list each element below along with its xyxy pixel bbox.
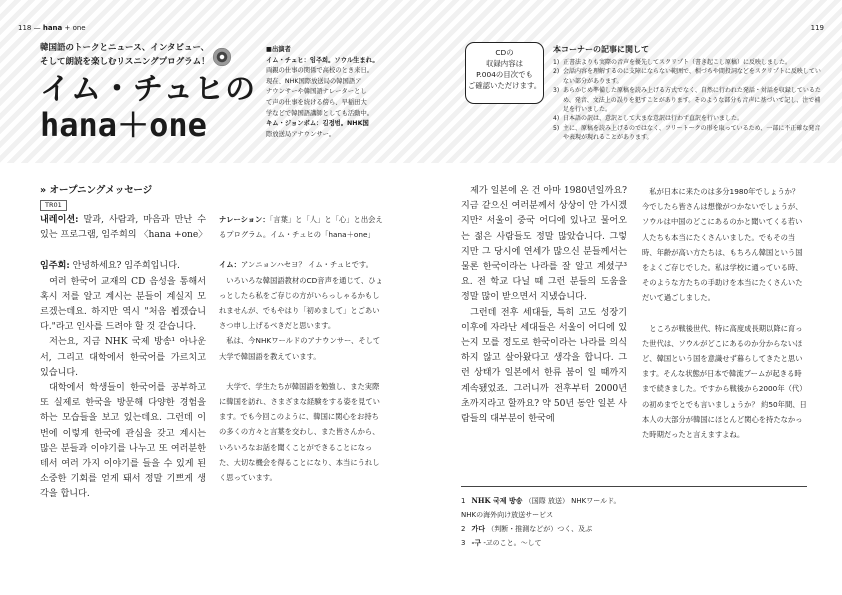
paragraph: 저는요, 지금 NHK 국제 방송¹ 아나운서, 그리고 대학에서 한국어를 가르치고 있습니다.	[40, 337, 206, 378]
title-japanese: イム・チュヒの	[40, 72, 257, 107]
paragraph: 私は、今NHKワールドのアナウンサー、そして大学で韓国語を教えています。	[219, 336, 381, 361]
paragraph: 내레이션: 말과, 사람과, 마음과 만난 수 있는 프로그램, 임주희의 〈hana +one〉	[40, 214, 208, 241]
column-japanese-1	[219, 212, 385, 485]
cd-notice-line: 収録内容は	[486, 59, 523, 68]
spacer	[219, 364, 385, 379]
column-korean-1	[40, 212, 206, 503]
footnote-rule	[461, 486, 807, 487]
paragraph: 그런데 전후 세대들, 특히 고도 성장기 이후에 자라난 세대들은 서울이 어디에 있는지 모를 정도로 한국이라는 나라를 의식하지 않고 살아왔다고 생각을 합니다. 그런 상태가 일본에서 한류 붐이 일 때까지 계속됐었죠. 그러니까 전후부터 2000년 초까지라고 할까요? 약 50년 동안 일본 사람들의 대부분이 한국에	[461, 307, 627, 425]
cast-line: 学などで韓国語講師としても活動中。	[266, 109, 374, 117]
paragraph: 大学で、学生たちが韓国語を勉強し、また実際に韓国を訪れ、さまざまな経験をする姿を見ています。でも今回このように、韓国に関心をお持ちの多くの方々と言葉を交わし、また皆さんから、いろいろなお話を聞くことができることになった、大切な機会を得ることになり、本当にうれしく思っています。	[219, 381, 380, 483]
section-title: » オープニングメッセージ	[40, 185, 153, 196]
note-item: 3) あらかじめ準備した原稿を読み上げる方式でなく、自然に行われた発話・対話を収録しているため、発音、文法上の誤りを犯すことがあります。そのような部分も音声に基づいて記し、注で補足を行いました。	[553, 87, 821, 114]
footnote: 3 -구 -고のこと。～して	[461, 538, 542, 547]
cast-line: て声の仕事を続ける傍ら、早稲田大	[266, 98, 367, 106]
paragraph: イム：アンニョンハセヨ？ イム・チュヒです。	[219, 260, 373, 270]
footnotes	[461, 494, 631, 550]
cast-line: イム・チュヒ：임주희。ソウル生まれ。	[266, 56, 379, 64]
paragraph: 임주희: 안녕하세요? 임주희입니다.	[40, 260, 180, 272]
series-name: hana	[42, 24, 63, 32]
paragraph: いろいろな韓国語教材のCD音声を通じて、ひょっとしたら私をご存じの方がいらっしゃるかもしれませんが、でもやはり「初めまして」とごあいさつ申し上げるべきだと思います。	[219, 275, 383, 331]
paragraph: 대학에서 학생들이 한국어를 공부하고 또 실제로 한국을 방문해 다양한 경험을 하는 모습들을 보고 있는데요. 그런데 이번에 이렇게 한국에 관심을 갖고 계시는 많은 분들과 이야기를 나누고 또 여러분한테서 여러 가지 이야기를 들을 수 있게 된 소중한 기회를 얻게 돼서 정말 기쁘게 생각을 합니다.	[40, 383, 206, 500]
paragraph: ナレーション：「言葉」と「人」と「心」と出会えるプログラム。イム・チュヒの「hana＋one」	[219, 215, 383, 240]
footnote: 1 NHK 국제 방송 （国際 放送） NHKワールド。NHKの海外向け放送サービス	[461, 496, 621, 519]
page-number-left: 118	[18, 24, 32, 32]
note-item: 4) 日本語の訳は、意訳として大まな意訳は行わず直訳を行いました。	[553, 115, 744, 123]
cd-notice-line: CDの	[495, 48, 514, 57]
spacer	[40, 243, 206, 258]
cast-line: 両親の仕事の関係で高校のとき来日。	[266, 67, 374, 75]
lead-line-1: 韓国語のトークとニュース、インタビュー、	[40, 43, 210, 53]
title-english: hana＋one	[40, 106, 207, 144]
notes-list	[553, 58, 823, 143]
note-item: 1) 正書法よりも実際の音声を優先してスクリプト（書き起こし原稿）に反映しました。	[553, 59, 792, 66]
column-korean-2	[461, 184, 627, 427]
cast-line: ナウンサーや韓国語ナレーターとし	[266, 88, 367, 96]
footnote: 2 가다 （判断・推測などが）つく、及ぶ	[461, 524, 593, 533]
note-item: 2) 会話内容を理解するのに支障にならない範囲で、相づちや間投詞などをスクリプトに反映していない部分があります。	[553, 68, 821, 85]
cast-line: キム・ジョンボム：김정범。NHK国	[266, 120, 369, 128]
notes-box	[553, 44, 823, 143]
cd-notice-line: P.004の目次でも	[476, 70, 533, 79]
cast-line: 現在、NHK国際放送局の韓国語ア	[266, 77, 362, 85]
cast-heading: ■出演者	[266, 46, 291, 53]
cast-line: 際放送局アナウンサー。	[266, 130, 336, 138]
notes-title: 本コーナーの記事に関して	[553, 45, 649, 54]
track-tag: TR01	[40, 200, 67, 211]
running-header: 118 — hana + one	[18, 24, 86, 32]
paragraph: 제가 일본에 온 건 아마 1980년일까요? 지금 같으신 여러분께서 상상이 안 가시겠지만² 서울이 중국 어디에 있나고 물어오는 젊은 사람들도 정말 많았습니다. 그렇지만 그 당시에 연세가 많으신 분들께서는 물론 한국이라는 나라를 잘 알고 계셨구³요. 전 학교 다닐 때 그런 분들의 도움을 정말 많이 받으면서 지냈습니다.	[461, 186, 627, 303]
page-number-right: 119	[810, 24, 824, 32]
note-item: 5) 主に、原稿を読み上げるのではなく、フリートークの形を取っているため、一部に不正確な発音や表現が現れることがあります。	[553, 124, 821, 142]
paragraph: 私が日本に来たのは多分1980年でしょうか？ 今でしたら皆さんは想像がつかないでしょうが、ソウルは中国のどこにあるのかと聞いてくる若い人たちも本当にたくさんいました。でもその当時、年齢が高い方たちは、もちろん韓国という国をよくご存じでした。私は学校に通っている時、そのような方たちの手助けを本当にたくさんいただいて過ごしました。	[642, 187, 803, 303]
cast-box	[266, 45, 416, 140]
spacer	[219, 242, 385, 257]
cd-notice-line: ご確認いただけます。	[467, 81, 542, 90]
paragraph: 여러 한국어 교재의 CD 음성을 통해서 혹시 저를 알고 계시는 분들이 계실지 모르겠는데요. 하지만 역시 "처음 뵙겠습니다."라고 인사를 드려야 할 것 같습니다.	[40, 276, 206, 333]
cd-icon	[213, 48, 231, 66]
spacer	[642, 306, 808, 321]
column-japanese-2	[642, 184, 808, 442]
cd-notice-box	[465, 42, 544, 104]
paragraph: ところが戦後世代、特に高度成長期以降に育った世代は、ソウルがどこにあるのか分からないほど、韓国という国を意識せず暮らしてきたと思います。そんな状態が日本で韓流ブームが起きる時まで続きました。ですから戦後から2000年（代）の初めまでとでも言いましょうか？ 約50年間、日本人の大部分が韓国にほとんど関心を持たなかった時期だったと言えますよね。	[642, 323, 807, 440]
lead-line-2: そして朗読を楽しむリスニングプログラム！	[40, 57, 210, 67]
